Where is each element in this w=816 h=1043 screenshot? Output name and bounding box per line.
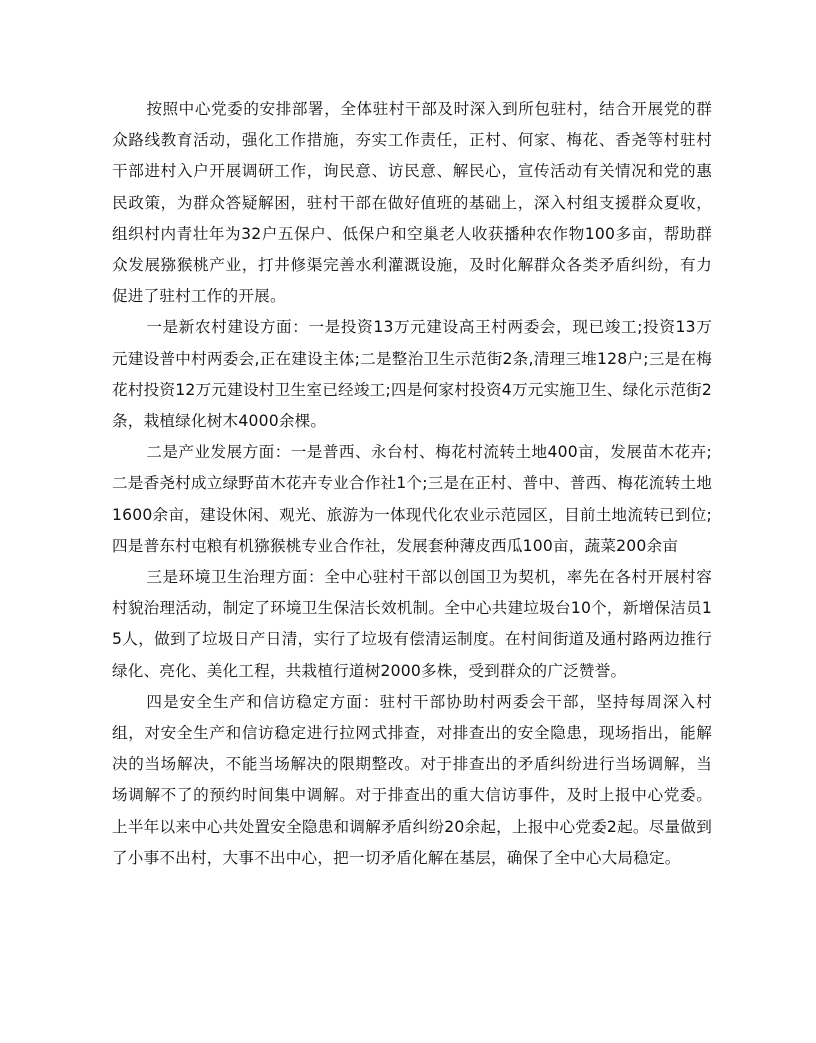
paragraph-safety-petition: 四是安全生产和信访稳定方面：驻村干部协助村两委会干部，坚持每周深入村组，对安全生产和信访稳定进行拉网式排查，对排查出的安全隐患，现场指出，能解决的当场解决，不能当场解决的限期整改。对于排查出的矛盾纠纷进行当场调解，当场调解不了的预约时间集中调解。对于排查出的重大信访事件，及时上报中心党委。上半年以来中心共处置安全隐患和调解矛盾纠纷20余起，上报中心党委2起。尽量做到了小事不出村，大事不出中心，把一切矛盾化解在基层，确保了全中心大局稳定。 [112,692,712,867]
paragraph-industry-development: 二是产业发展方面：一是普西、永台村、梅花村流转土地400亩，发展苗木花卉;二是香尧村成立绿野苗木花卉专业合作社1个;三是在正村、普中、普西、梅花流转土地1600余亩，建设休闲、观光、旅游为一体现代化农业示范园区，目前土地流转已到位;四是普东村屯粮有机猕猴桃专业合作社，发展套种薄皮西瓜100亩，蔬菜200余亩 [112,443,712,555]
paragraph-environment-sanitation: 三是环境卫生治理方面：全中心驻村干部以创国卫为契机，率先在各村开展村容村貌治理活动，制定了环境卫生保洁长效机制。全中心共建垃圾台10个，新增保洁员15人，做到了垃圾日产日清，实行了垃圾有偿清运制度。在村间街道及通村路两边推行绿化、亮化、美化工程，共栽植行道树2000多株，受到群众的广泛赞誉。 [112,568,712,680]
paragraph-intro: 按照中心党委的安排部署，全体驻村干部及时深入到所包驻村，结合开展党的群众路线教育活动，强化工作措施，夯实工作责任，正村、何家、梅花、香尧等村驻村干部进村入户开展调研工作，询民意、访民意、解民心，宣传活动有关情况和党的惠民政策，为群众答疑解困，驻村干部在做好值班的基础上，深入村组支援群众夏收，组织村内青壮年为32户五保户、低保户和空巢老人收获播种农作物100多亩，帮助群众发展猕猴桃产业，打井修渠完善水利灌溉设施，及时化解群众各类矛盾纠纷，有力促进了驻村工作的开展。 [112,100,712,306]
document-page [112,94,712,874]
paragraph-rural-construction: 一是新农村建设方面：一是投资13万元建设高王村两委会，现已竣工;投资13万元建设普中村两委会,正在建设主体;二是整治卫生示范街2条,清理三堆128户;三是在梅花村投资12万元建设村卫生室已经竣工;四是何家村投资4万元实施卫生、绿化示范街2条，栽植绿化树木4000余棵。 [112,318,712,431]
